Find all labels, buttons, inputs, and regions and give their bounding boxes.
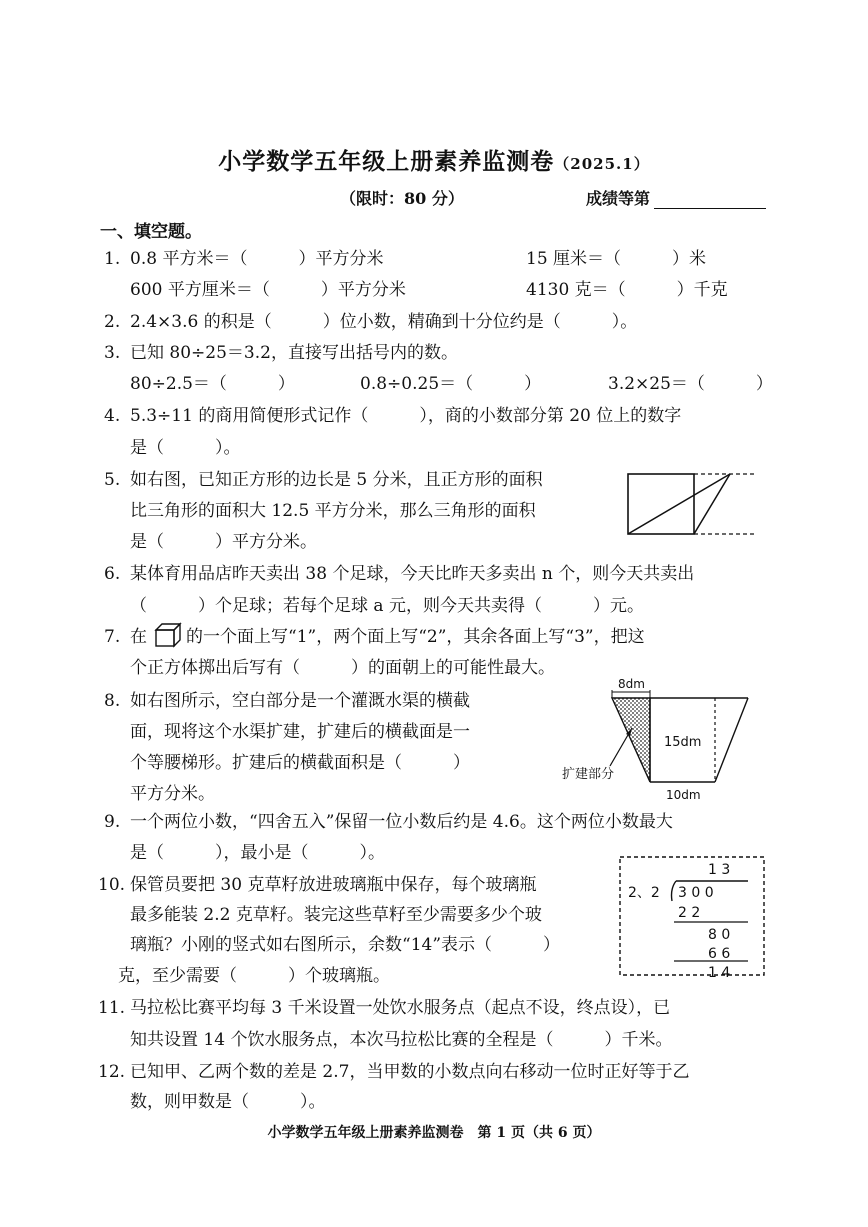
q7-line1: 的一个面上写“1”，两个面上写“2”，其余各面上写“3”，把这 xyxy=(186,627,645,647)
q5-number: 5. xyxy=(104,470,121,490)
grade-field: 成绩等第 xyxy=(586,186,766,209)
q7-line2: 个正方体掷出后写有（ ）的面朝上的可能性最大。 xyxy=(130,658,555,678)
div-rem2: 1 4 xyxy=(708,965,731,981)
q6-number: 6. xyxy=(104,564,121,584)
q7-pre: 在 xyxy=(130,627,147,647)
q5-line3: 是（ ）平方分米。 xyxy=(130,532,317,552)
q8-fig-bottom: 10dm xyxy=(666,788,701,802)
q6-line2: （ ）个足球；若每个足球 a 元，则今天共卖得（ ）元。 xyxy=(130,596,644,616)
grade-blank[interactable] xyxy=(654,192,766,209)
q8-line3: 个等腰梯形。扩建后的横截面积是（ ） xyxy=(130,753,470,773)
q9-line2: 是（ ），最小是（ ）。 xyxy=(130,843,385,863)
q7-number: 7. xyxy=(104,627,121,647)
q5-figure xyxy=(620,468,760,538)
q11-number: 11. xyxy=(98,998,126,1018)
q10-line2: 最多能装 2.2 克草籽。装完这些草籽至少需要多少个玻 xyxy=(130,905,542,925)
q3-number: 3. xyxy=(104,343,121,363)
cube-icon xyxy=(154,622,182,648)
q9-line1: 一个两位小数，“四舍五入”保留一位小数后约是 4.6。这个两位小数最大 xyxy=(130,812,673,832)
q11-line1: 马拉松比赛平均每 3 千米设置一处饮水服务点（起点不设，终点设），已 xyxy=(130,998,671,1018)
div-sub2: 6 6 xyxy=(708,946,731,962)
q8-line4: 平方分米。 xyxy=(130,784,215,804)
q5-line1: 如右图，已知正方形的边长是 5 分米，且正方形的面积 xyxy=(130,470,543,490)
q2-text: 2.4×3.6 的积是（ ）位小数，精确到十分位约是（ ）。 xyxy=(130,312,638,332)
div-sub1: 2 2 xyxy=(678,905,701,921)
q12-line2: 数，则甲数是（ ）。 xyxy=(130,1092,326,1112)
q8-fig-label: 扩建部分 xyxy=(562,767,615,782)
q8-figure xyxy=(560,676,770,806)
q9-number: 9. xyxy=(104,812,121,832)
q10-line3: 璃瓶？小刚的竖式如右图所示，余数“14”表示（ ） xyxy=(130,935,561,955)
q4-line1: 5.3÷11 的商用简便形式记作（ ），商的小数部分第 20 位上的数字 xyxy=(130,406,682,426)
q4-number: 4. xyxy=(104,406,121,426)
q10-division-figure xyxy=(618,855,768,979)
q8-fig-top: 8dm xyxy=(618,677,645,691)
div-divisor: 2、2 xyxy=(628,885,660,901)
q12-line1: 已知甲、乙两个数的差是 2.7，当甲数的小数点向右移动一位时正好等于乙 xyxy=(130,1062,690,1082)
q8-line1: 如右图所示，空白部分是一个灌溉水渠的横截 xyxy=(130,691,470,711)
q1-a: 0.8 平方米＝（ ）平方分米 xyxy=(130,249,384,269)
q10-line4: 克，至少需要（ ）个玻璃瓶。 xyxy=(118,966,390,986)
q3-a: 80÷2.5＝（ ） xyxy=(130,374,295,394)
q3-b: 0.8÷0.25＝（ ） xyxy=(360,374,542,394)
q4-line2: 是（ ）。 xyxy=(130,438,241,458)
q2-number: 2. xyxy=(104,312,121,332)
q11-line2: 知共设置 14 个饮水服务点，本次马拉松比赛的全程是（ ）千米。 xyxy=(130,1030,673,1050)
q1-number: 1. xyxy=(104,249,121,269)
q10-line1: 保管员要把 30 克草籽放进玻璃瓶中保存，每个玻璃瓶 xyxy=(130,875,537,895)
exam-date: （2025.1） xyxy=(554,155,650,173)
q8-fig-height: 15dm xyxy=(664,735,702,750)
q3-c: 3.2×25＝（ ） xyxy=(608,374,773,394)
page-footer: 小学数学五年级上册素养监测卷 第 1 页（共 6 页） xyxy=(267,1125,601,1141)
q10-number: 10. xyxy=(98,875,126,895)
div-rem1: 8 0 xyxy=(708,927,731,943)
div-dividend: 3 0 0 xyxy=(678,885,714,901)
q12-number: 12. xyxy=(98,1062,126,1082)
time-limit: （限时：80 分） xyxy=(340,189,464,208)
section-heading: 一、填空题。 xyxy=(100,222,202,242)
q1-c: 600 平方厘米＝（ ）平方分米 xyxy=(130,280,406,300)
q1-d: 4130 克＝（ ）千克 xyxy=(526,280,728,300)
div-quotient: 1 3 xyxy=(708,862,731,878)
page-title: 小学数学五年级上册素养监测卷（2025.1） xyxy=(218,148,650,175)
q6-line1: 某体育用品店昨天卖出 38 个足球，今天比昨天多卖出 n 个，则今天共卖出 xyxy=(130,564,695,584)
q8-number: 8. xyxy=(104,691,121,711)
q1-b: 15 厘米＝（ ）米 xyxy=(526,249,707,269)
q3-text: 已知 80÷25＝3.2，直接写出括号内的数。 xyxy=(130,343,458,363)
q8-line2: 面，现将这个水渠扩建，扩建后的横截面是一 xyxy=(130,722,470,742)
q5-line2: 比三角形的面积大 12.5 平方分米，那么三角形的面积 xyxy=(130,501,536,521)
